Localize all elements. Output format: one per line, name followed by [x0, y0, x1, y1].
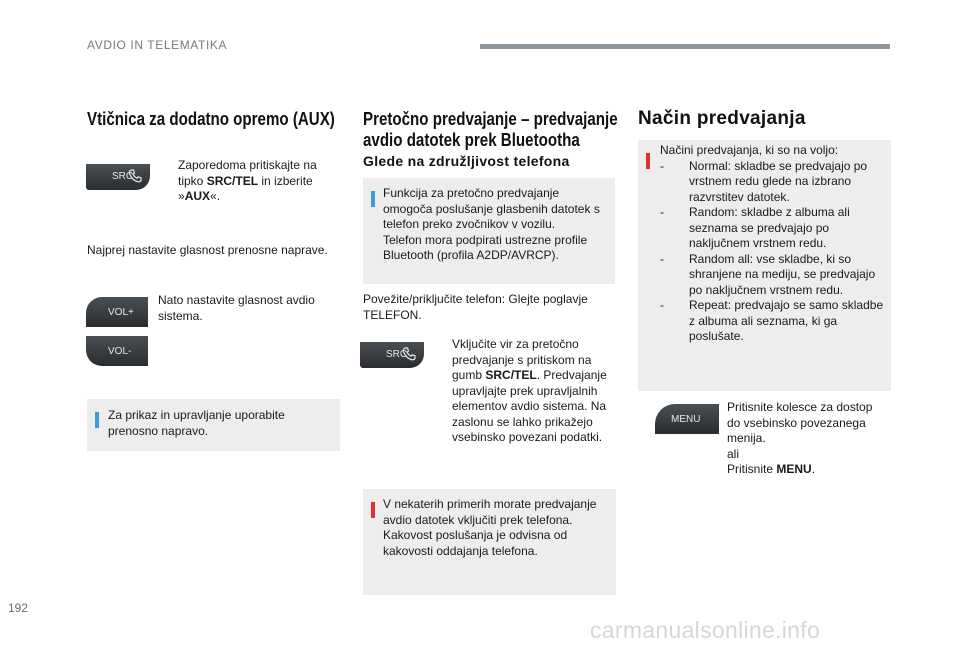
list-item-text: Normal: skladbe se predvajajo po vrstnem redu glede na izbrano razvrstitev datotek.: [689, 158, 868, 204]
list-item: [660, 298, 888, 345]
header-title: AVDIO IN TELEMATIKA: [87, 38, 228, 52]
bluetooth-info-text: [383, 186, 608, 264]
bluetooth-step-text: Vključite vir za pretočno predvajanje s pritiskom na gumb: [452, 337, 592, 382]
menu-step-key: MENU: [776, 462, 812, 476]
menu-step: [727, 400, 887, 478]
info-marker-icon: [371, 191, 375, 207]
aux-step1: [178, 158, 338, 205]
menu-step-press-text: Pritisnite: [727, 462, 777, 476]
list-item-text: Repeat: predvajajo se samo skladbe z albuma ali seznama, ki ga poslušate.: [689, 298, 884, 343]
menu-step-press-end: .: [811, 462, 816, 476]
aux-step1-text: Zaporedoma pritiskajte na tipko: [178, 158, 317, 188]
phone-icon: [128, 169, 142, 183]
src-button-label: SRC: [386, 349, 408, 360]
src-button-label: SRC: [112, 171, 134, 182]
bluetooth-para1: Povežite/priključite telefon: Glejte poglavje TELEFON.: [363, 292, 588, 322]
aux-step1-source: AUX: [184, 189, 211, 203]
menu-button: [655, 404, 719, 434]
bluetooth-info-box: [363, 178, 615, 284]
bluetooth-heading-line1: Pretočno predvajanje – predvajanje: [363, 109, 618, 129]
list-dash: -: [660, 158, 664, 173]
aux-step1-text2: in izberite »: [178, 173, 313, 203]
watermark: carmanualsonline.info: [590, 617, 821, 643]
list-dash: -: [660, 205, 664, 219]
bluetooth-step-key: SRC/TEL: [485, 368, 537, 382]
playback-modes-intro: Načini predvajanja, ki so na voljo:: [660, 143, 839, 157]
aux-step2: Nato nastavite glasnost avdio sistema.: [158, 293, 315, 323]
aux-step1-text3: «.: [210, 189, 221, 203]
list-dash: -: [660, 251, 664, 266]
aux-info-text: Za prikaz in upravljanje uporabite prenosno napravo.: [108, 408, 285, 438]
list-dash: -: [660, 298, 664, 312]
vol-down-label: VOL-: [108, 346, 132, 357]
info-marker-icon: [95, 412, 99, 428]
bluetooth-info-text1: Funkcija za pretočno predvajanje omogoča poslušanje glasbenih datotek s telefon preko zvočnikov v vozilu.: [383, 186, 600, 231]
playback-heading: Način predvajanja: [638, 108, 806, 129]
aux-para1: Najprej nastavite glasnost prenosne naprave.: [87, 243, 328, 257]
page-number: 192: [8, 601, 29, 615]
menu-button-label: MENU: [671, 414, 701, 425]
list-item-text: Random all: vse skladbe, ki so shranjene na mediju, se predvajajo po naključnem vrstnem redu.: [689, 251, 876, 297]
bluetooth-info-text2: Telefon mora podpirati ustrezne profile Bluetooth (profila A2DP/AVRCP).: [383, 232, 588, 262]
vol-down-button: [86, 336, 148, 366]
src-tel-button: [360, 342, 424, 368]
bluetooth-step-text2: . Predvajanje upravljajte prek upravljalnih elementov avdio sistema. Na zaslonu se lahko prikažejo vsebinsko povezani podatki.: [452, 368, 607, 444]
bluetooth-warning-text1: V nekaterih primerih morate predvajanje avdio datotek vključiti prek telefona.: [383, 497, 597, 527]
menu-step-or: ali: [727, 446, 740, 461]
menu-step-text: Pritisnite kolesce za dostop do vsebinsko povezanega menija.: [727, 400, 873, 445]
bluetooth-warning-text2: Kakovost poslušanja je odvisna od kakovosti oddajanja telefona.: [383, 528, 568, 558]
aux-info-box: [87, 399, 340, 451]
header-bar: [480, 44, 890, 49]
bluetooth-heading-line2: avdio datotek prek Bluetootha: [363, 130, 580, 150]
warning-marker-icon: [646, 153, 650, 169]
aux-heading: Vtičnica za dodatno opremo (AUX): [87, 109, 335, 129]
bluetooth-warning-text: [383, 497, 608, 559]
vol-up-label: VOL+: [108, 307, 134, 318]
src-tel-button: [86, 164, 150, 190]
compat-subheading: Glede na združljivost telefona: [363, 153, 570, 169]
playback-modes: [660, 143, 888, 345]
list-item: [660, 205, 888, 252]
list-item-text: Random: skladbe z albuma ali seznama se predvajajo po naključnem vrstnem redu.: [689, 205, 850, 250]
menu-step-press: [727, 462, 887, 478]
list-item: [660, 159, 888, 206]
playback-warning-box: [638, 140, 891, 391]
aux-step1-key: SRC/TEL: [206, 173, 259, 188]
warning-marker-icon: [371, 502, 375, 518]
list-item: [660, 252, 888, 299]
bluetooth-heading: [363, 109, 618, 151]
bluetooth-warning-box: [363, 489, 616, 595]
phone-icon: [402, 347, 416, 361]
bluetooth-step: [452, 337, 612, 446]
vol-up-button: [86, 297, 148, 327]
